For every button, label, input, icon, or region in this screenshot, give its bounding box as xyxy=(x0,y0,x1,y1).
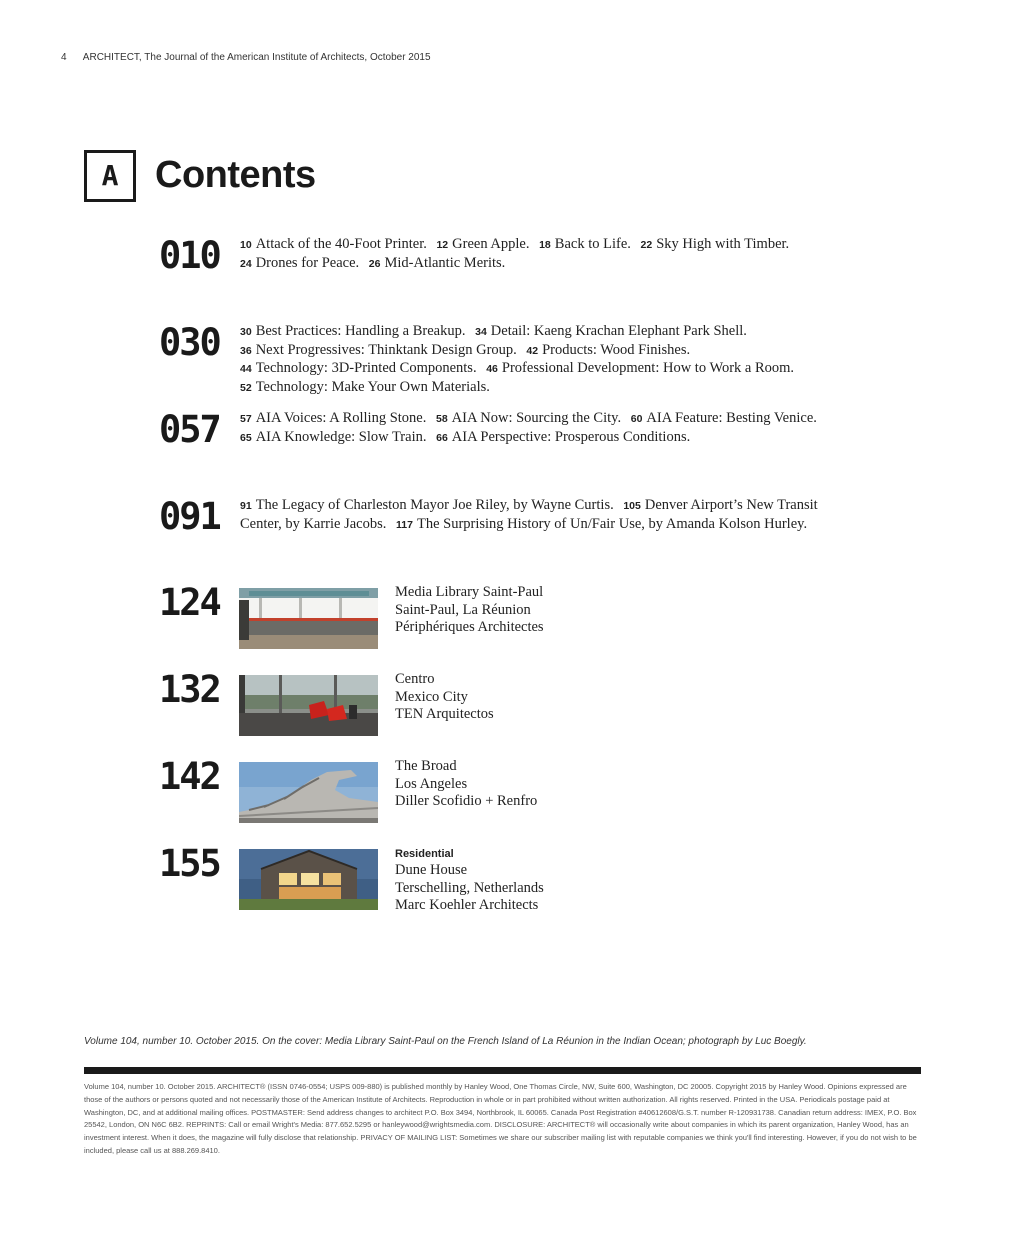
page-number: 4 xyxy=(61,52,67,63)
section-number-010: 010 xyxy=(159,234,220,277)
centro-photo[interactable] xyxy=(239,675,378,736)
toc-entry[interactable]: 10 Attack of the 40-Foot Printer. xyxy=(240,236,427,252)
project-142-details xyxy=(395,758,537,811)
toc-entry[interactable]: 24 Drones for Peace. xyxy=(240,254,360,271)
project-location: Mexico City xyxy=(395,688,468,705)
toc-entry[interactable]: 58 AIA Now: Sourcing the City. xyxy=(435,410,622,426)
section-number-124: 124 xyxy=(159,581,220,624)
running-head-text: ARCHITECT, The Journal of the American Institute of Architects, October 2015 xyxy=(82,52,431,63)
section-number-091: 091 xyxy=(159,495,220,538)
toc-entry[interactable]: 52 Technology: Make Your Own Materials. xyxy=(240,378,490,395)
project-location: Los Angeles xyxy=(395,775,468,792)
section-091-entries xyxy=(240,497,840,534)
toc-entry[interactable]: 12 Green Apple. xyxy=(436,236,530,252)
toc-entry[interactable]: 46 Professional Development: How to Work a Room. xyxy=(486,360,795,376)
toc-entry[interactable]: 30 Best Practices: Handling a Breakup. xyxy=(240,323,466,339)
toc-entry[interactable]: 57 AIA Voices: A Rolling Stone. xyxy=(240,410,427,426)
project-124-details xyxy=(395,584,544,637)
section-number-132: 132 xyxy=(159,668,220,711)
project-location: Saint-Paul, La Réunion xyxy=(395,601,531,618)
project-architect: Périphériques Architectes xyxy=(395,619,544,635)
running-head xyxy=(61,52,431,63)
toc-entry[interactable]: 66 AIA Perspective: Prosperous Conditions. xyxy=(436,428,691,445)
toc-entry[interactable]: 34 Detail: Kaeng Krachan Elephant Park Shell. xyxy=(475,323,747,339)
project-name[interactable]: Dune House xyxy=(395,862,468,878)
toc-entry[interactable]: 18 Back to Life. xyxy=(539,236,631,252)
page-title: Contents xyxy=(155,154,316,196)
project-132-details xyxy=(395,671,494,724)
section-number-142: 142 xyxy=(159,755,220,798)
publication-fine-print: Volume 104, number 10. October 2015. ARCHITECT® (ISSN 0746-0554; USPS 009-880) is published monthly by Hanley Wood, One Thomas Circle, NW, Suite 600, Washington, DC 20005. Copyright 2015 by Hanley Wood. Opinions expressed are those of the authors or persons quoted and not necessarily those of the American Institute of Architects. Reproduction in whole or in part prohibited without written authorization. All rights reserved. Printed in the USA. Periodicals postage paid at Washington, DC, and at additional mailing offices. POSTMASTER: Send address changes to architect P.O. Box 3494, Northbrook, IL 60065. Canada Post Registration #40612608/G.S.T. number R-120931738. Canadian return address: IMEX, P.O. Box 25542, London, ON N6C 6B2. REPRINTS: Call or email Wright's Media: 877.652.5295 or hanleywood@wrightsmedia.com. DISCLOSURE: ARCHITECT® will occasionally write about companies in which its parent organization, Hanley Wood, has an investment interest. When it does, the magazine will fully disclose that relationship. PRIVACY OF MAILING LIST: Sometimes we share our subscriber mailing list with reputable companies we think you'll find interesting. However, if you do not wish to be included, please call us at 888.269.8410. xyxy=(84,1082,917,1155)
toc-entry[interactable]: 22 Sky High with Timber. xyxy=(640,236,790,252)
toc-entry[interactable]: 44 Technology: 3D-Printed Components. xyxy=(240,360,477,376)
toc-entry[interactable]: 26 Mid-Atlantic Merits. xyxy=(368,254,506,271)
toc-entry[interactable]: 60 AIA Feature: Besting Venice. xyxy=(630,410,817,426)
dune-house-photo[interactable] xyxy=(239,849,378,910)
project-name[interactable]: Centro xyxy=(395,671,435,687)
section-number-057: 057 xyxy=(159,408,220,451)
project-location: Terschelling, Netherlands xyxy=(395,879,544,896)
toc-entry[interactable]: 42 Products: Wood Finishes. xyxy=(526,341,691,358)
project-name[interactable]: Media Library Saint-Paul xyxy=(395,584,544,600)
project-architect: TEN Arquitectos xyxy=(395,706,494,722)
the-broad-photo[interactable] xyxy=(239,762,378,823)
section-number-155: 155 xyxy=(159,842,220,885)
project-architect: Diller Scofidio + Renfro xyxy=(395,793,538,809)
section-number-030: 030 xyxy=(159,321,220,364)
toc-entry[interactable]: 65 AIA Knowledge: Slow Train. xyxy=(240,428,427,445)
project-name[interactable]: The Broad xyxy=(395,758,457,774)
toc-entry[interactable]: 117 The Surprising History of Un/Fair Use, by Amanda Kolson Hurley. xyxy=(396,515,808,532)
project-architect: Marc Koehler Architects xyxy=(395,897,539,913)
project-category: Residential xyxy=(395,848,454,860)
toc-entry[interactable]: 36 Next Progressives: Thinktank Design Group. xyxy=(240,341,517,358)
cover-note: Volume 104, number 10. October 2015. On the cover: Media Library Saint-Paul on the French Island of La Réunion in the Indian Ocean; photograph by Luc Boegly. xyxy=(84,1036,807,1047)
section-057-entries xyxy=(240,410,880,447)
project-155-details xyxy=(395,846,544,915)
toc-entry[interactable]: 91 The Legacy of Charleston Mayor Joe Riley, by Wayne Curtis. xyxy=(240,497,614,513)
section-010-entries xyxy=(240,236,880,273)
toc-entry[interactable]: 105 Denver Airport’s New Transit Center, by Karrie Jacobs. xyxy=(240,497,818,532)
architect-logo xyxy=(84,150,136,202)
section-030-entries xyxy=(240,323,880,397)
divider-rule xyxy=(84,1067,921,1074)
media-library-photo[interactable] xyxy=(239,588,378,649)
logo-letter: A xyxy=(101,159,119,192)
